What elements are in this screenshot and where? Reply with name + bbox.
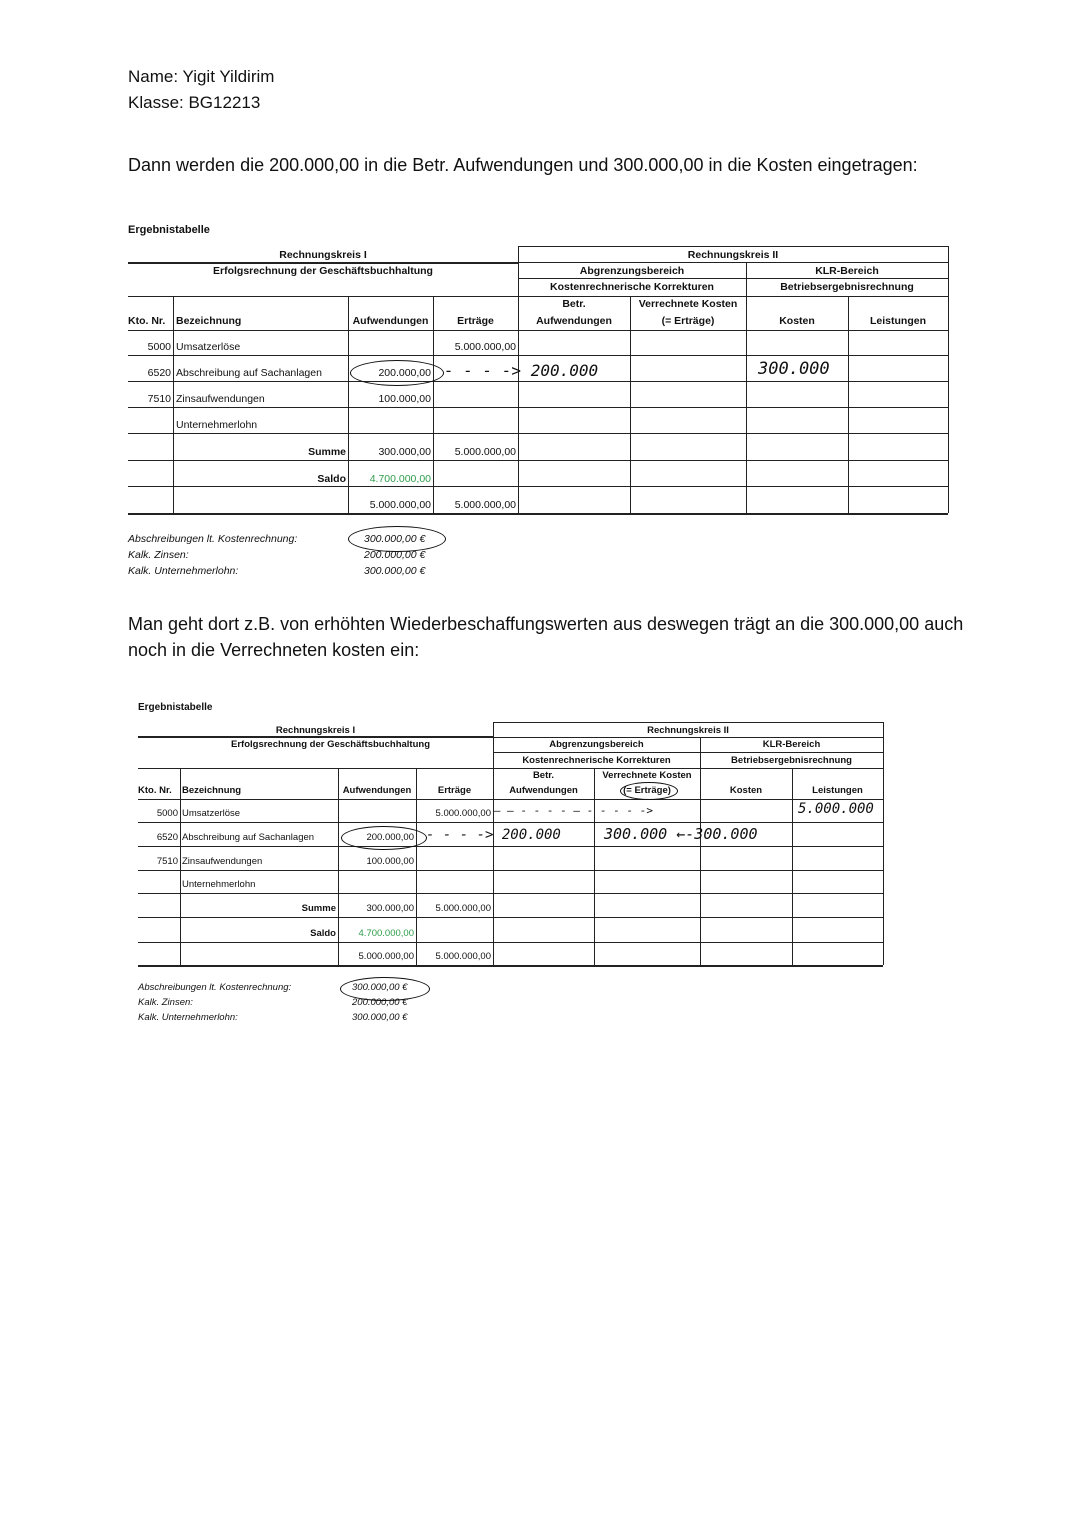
summe-label: Summe [301, 903, 336, 914]
total-aufw: 5.000.000,00 [369, 499, 431, 511]
handdrawn-circle [340, 977, 430, 1001]
col-ktonr: Kto. Nr. [138, 785, 172, 796]
result-table-1: Ergebnistabelle Rechnungskreis I Erfolgsrechnung der Geschäftsbuchhaltung Rechnungskreis II Abgrenzungsbereich KLR-Bereich Kostenrechnerische Korrekturen Betriebsergebnisrechnung Betr. Verrechnete Kosten Kto. Nr. Bezeichnung Aufwendungen Erträge Aufwendungen (= Erträge) Kosten Leistungen 5000 Umsatzerlöse 5.000.000,00 6520 Abschreibung auf Sachanlagen 200.000,00 7510 Zinsaufwendungen 100.000,00 Unternehmerlohn Summe 300.000,00 5.000.000,00 Saldo 4.700.000,00 5.000.000,00 5.000.000,00 Abschreibungen lt. Kostenrechnung: 300.000,00 € Kalk. Zinsen: 200.000,00 € Kalk. Unternehmerlohn: 300.000,00 € - - - -> 200.000 300.000 [128, 224, 950, 584]
col-kosten: Kosten [779, 315, 815, 327]
note-zinsen: Kalk. Zinsen: [138, 997, 193, 1008]
col-kosten: Kosten [729, 785, 763, 796]
abgrenzung-header: Abgrenzungsbereich [549, 739, 644, 750]
saldo-label: Saldo [310, 928, 336, 939]
summe-ertr: 5.000.000,00 [454, 446, 516, 458]
handwritten-arrow: - - - -> 200.000 [444, 361, 599, 380]
result-table-2: Ergebnistabelle Rechnungskreis I Erfolgsrechnung der Geschäftsbuchhaltung Rechnungskreis II Abgrenzungsbereich KLR-Bereich Kostenrechnerische Korrekturen Betriebsergebnisrechnung Betr. Verrechnete Kosten Kto. Nr. Bezeichnung Aufwendungen Erträge Aufwendungen (= Erträge) Kosten Leistungen 5000 Umsatzerlöse 5.000.000,00 6520 Abschreibung auf Sachanlagen 200.000,00 7510 Zinsaufwendungen 100.000,00 Unternehmerlohn Summe 300.000,00 5.000.000,00 Saldo 4.700.000,00 5.000.000,00 5.000.000,00 Abschreibungen lt. Kostenrechnung: 300.000,00 € Kalk. Zinsen: 200.000,00 € Kalk. Unternehmerlohn: 300.000,00 € — — - - - - — - - - - -> 5.000.000 - - - -> 200.000 300.000 ←-300.000 [138, 702, 884, 1032]
rk1-header: Rechnungskreis I [275, 725, 356, 736]
col-aufwendungen: Aufwendungen [352, 315, 429, 327]
col-bezeichnung: Bezeichnung [182, 785, 242, 796]
summe-label: Summe [308, 446, 346, 458]
verrechnete-header: Verrechnete Kosten [638, 298, 738, 310]
saldo-label: Saldo [317, 473, 346, 485]
summe-aufw: 300.000,00 [366, 903, 414, 914]
col-ertraege: Erträge [457, 315, 494, 327]
handwritten-verrechnete: 300.000 ←-300.000 [604, 825, 758, 843]
ber-header: Betriebsergebnisrechnung [780, 281, 914, 293]
korrekturen-header: Kostenrechnerische Korrekturen [522, 755, 671, 766]
note-abschreibungen-value: 300.000,00 € [364, 533, 426, 545]
saldo-aufw: 4.700.000,00 [369, 473, 431, 485]
col-ktonr: Kto. Nr. [128, 315, 166, 327]
summe-ertr: 5.000.000,00 [435, 903, 491, 914]
handwritten-leistungen: 5.000.000 [798, 801, 874, 817]
note-zinsen-value: 200.000,00 € [364, 549, 426, 561]
table-title: Ergebnistabelle [138, 702, 213, 713]
student-name: Name: Yigit Yildirim [128, 67, 275, 86]
klr-header: KLR-Bereich [762, 739, 821, 750]
student-class: Klasse: BG12213 [128, 93, 261, 112]
note-abschreibungen: Abschreibungen lt. Kostenrechnung: [128, 533, 298, 545]
total-ertr: 5.000.000,00 [435, 951, 491, 962]
note-unternehmerlohn-value: 300.000,00 € [364, 565, 426, 577]
note-zinsen: Kalk. Zinsen: [128, 549, 189, 561]
handdrawn-circle [341, 826, 427, 850]
total-ertr: 5.000.000,00 [454, 499, 516, 511]
note-abschreibungen: Abschreibungen lt. Kostenrechnung: [138, 982, 292, 993]
klr-header: KLR-Bereich [815, 265, 879, 277]
rk1-subheader: Erfolgsrechnung der Geschäftsbuchhaltung [213, 265, 433, 277]
note-abschreibungen-value: 300.000,00 € [352, 982, 408, 993]
note-unternehmerlohn-value: 300.000,00 € [352, 1012, 408, 1023]
col-verr-ertraege: (= Erträge) [661, 315, 715, 327]
handdrawn-circle [348, 526, 446, 552]
col-leistungen: Leistungen [869, 315, 926, 327]
rk2-header: Rechnungskreis II [687, 249, 779, 261]
rk1-header: Rechnungskreis I [279, 249, 367, 261]
name-block [128, 64, 274, 116]
handdrawn-circle [620, 782, 678, 800]
col-aufwendungen: Aufwendungen [342, 785, 412, 796]
ber-header: Betriebsergebnisrechnung [731, 755, 852, 766]
betr-header: Betr. [562, 298, 586, 310]
handdrawn-circle [350, 360, 444, 386]
rk1-subheader: Erfolgsrechnung der Geschäftsbuchhaltung [231, 739, 430, 750]
summe-aufw: 300.000,00 [378, 446, 431, 458]
col-bezeichnung: Bezeichnung [176, 315, 242, 327]
paragraph-2: Man geht dort z.B. von erhöhten Wiederbeschaffungswerten aus deswegen trägt an die 300.000,00 auch noch in die Verrechneten kosten ein: [128, 614, 964, 660]
note-zinsen-value: 200.000,00 € [352, 997, 408, 1008]
handwritten-kosten: 300.000 [758, 359, 830, 379]
col-verr-ertraege: (= Erträge) [623, 785, 671, 796]
rk2-header: Rechnungskreis II [647, 725, 729, 736]
handwritten-dashes: — — - - - - — - - - - -> [494, 804, 653, 817]
abgrenzung-header: Abgrenzungsbereich [579, 265, 685, 277]
handwritten-arrow: - - - -> 200.000 [426, 827, 561, 843]
note-unternehmerlohn: Kalk. Unternehmerlohn: [138, 1012, 238, 1023]
total-aufw: 5.000.000,00 [358, 951, 414, 962]
table-title: Ergebnistabelle [128, 224, 210, 236]
korrekturen-header: Kostenrechnerische Korrekturen [550, 281, 714, 293]
col-betr-aufwendungen: Aufwendungen [536, 315, 612, 327]
col-betr-aufwendungen: Aufwendungen [509, 785, 578, 796]
col-leistungen: Leistungen [812, 785, 863, 796]
verrechnete-header: Verrechnete Kosten [602, 770, 692, 781]
saldo-aufw: 4.700.000,00 [358, 928, 414, 939]
note-unternehmerlohn: Kalk. Unternehmerlohn: [128, 565, 239, 577]
col-ertraege: Erträge [437, 785, 472, 796]
paragraph-1: Dann werden die 200.000,00 in die Betr. Aufwendungen und 300.000,00 in die Kosten eingetragen: [128, 155, 918, 175]
betr-header: Betr. [532, 770, 555, 781]
